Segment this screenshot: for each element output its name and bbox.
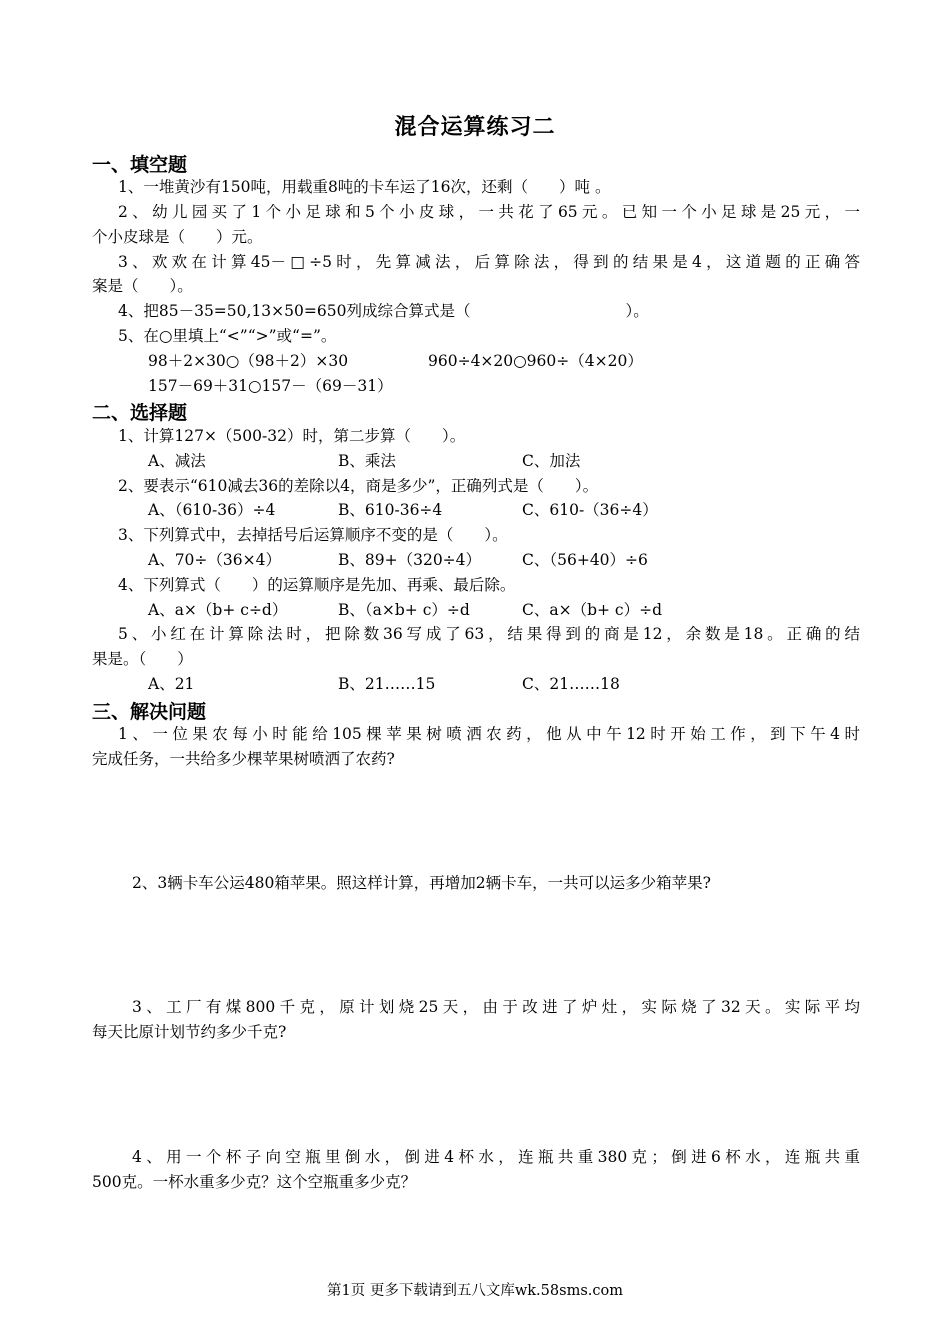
option-a: A、（610-36）÷4 — [148, 501, 276, 519]
solve-question-3-line2: 每天比原计划节约多少千克? — [92, 1023, 287, 1041]
option-a: A、21 — [148, 675, 195, 693]
option-c: C、610-（36÷4） — [522, 501, 658, 519]
fill-question-4: 4、把85－35=50,13×50=650列成综合算式是（ ）。 — [118, 302, 649, 320]
option-b: B、89+（320÷4） — [338, 551, 482, 569]
fill-question-3-line1: 3、欢欢在计算45－□÷5时，先算减法，后算除法，得到的结果是4，这道题的正确答 — [118, 253, 860, 271]
solve-question-2: 2、3辆卡车公运480箱苹果。照这样计算，再增加2辆卡车，一共可以运多少箱苹果? — [132, 874, 711, 892]
solve-question-1-line2: 完成任务，一共给多少棵苹果树喷洒了农药? — [92, 750, 395, 768]
option-a: A、减法 — [148, 452, 206, 470]
option-b: B、21……15 — [338, 675, 436, 693]
option-a: A、a×（b+ c÷d） — [148, 601, 288, 619]
option-c: C、21……18 — [522, 675, 620, 693]
solve-question-3-line1: 3、工厂有煤800千克，原计划烧25天，由于改进了炉灶，实际烧了32天。实际平均 — [132, 998, 860, 1016]
choice-question-5-line1: 5、小红在计算除法时，把除数36写成了63，结果得到的商是12，余数是18。正确的结 — [118, 625, 860, 643]
option-b: B、610-36÷4 — [338, 501, 443, 519]
fill-question-5-expression-1: 98＋2×30○（98＋2）×30 — [148, 352, 349, 370]
option-b: B、乘法 — [338, 452, 396, 470]
section-solve-heading: 三、解决问题 — [92, 701, 207, 723]
choice-question-5-line2: 果是。（ ） — [92, 650, 193, 668]
fill-question-1: 1、一堆黄沙有150吨，用载重8吨的卡车运了16次，还剩（ ）吨 。 — [118, 178, 611, 196]
fill-question-5-expression-3: 157－69＋31○157－（69－31） — [148, 377, 393, 395]
fill-question-2-line1: 2、幼儿园买了1个小足球和5个小皮球，一共花了65元。已知一个小足球是25元，一 — [118, 203, 860, 221]
solve-question-4-line2: 500克。一杯水重多少克？这个空瓶重多少克？ — [92, 1173, 417, 1191]
choice-question-5-options — [148, 673, 918, 695]
fill-question-5: 5、在○里填上“<”“>”或“=”。 — [118, 327, 337, 345]
choice-question-3-options — [148, 549, 918, 571]
fill-question-3-line2: 案是（ ）。 — [92, 277, 193, 295]
solve-question-1-line1: 1、一位果农每小时能给105棵苹果树喷洒农药，他从中午12时开始工作，到下午4时 — [118, 725, 860, 743]
page-footer: 第1页 更多下载请到五八文库wk.58sms.com — [327, 1283, 623, 1299]
choice-question-1: 1、计算127×（500-32）时，第二步算（ ）。 — [118, 427, 466, 445]
choice-question-2-options — [148, 499, 918, 521]
option-a: A、70÷（36×4） — [148, 551, 281, 569]
page-title: 混合运算练习二 — [394, 115, 556, 140]
choice-question-1-options — [148, 450, 918, 472]
option-b: B、（a×b+ c）÷d — [338, 601, 470, 619]
choice-question-2: 2、要表示“610减去36的差除以4，商是多少”，正确列式是（ ）。 — [118, 477, 599, 495]
choice-question-4-options — [148, 599, 918, 621]
fill-question-5-expression-2: 960÷4×20○960÷（4×20） — [428, 352, 643, 370]
option-c: C、加法 — [522, 452, 581, 470]
fill-question-2-line2: 个小皮球是（ ）元。 — [92, 228, 263, 246]
option-c: C、a×（b+ c）÷d — [522, 601, 663, 619]
option-c: C、（56+40）÷6 — [522, 551, 648, 569]
section-fill-heading: 一、填空题 — [92, 154, 188, 176]
section-choice-heading: 二、选择题 — [92, 402, 188, 424]
choice-question-4: 4、下列算式（ ）的运算顺序是先加、再乘、最后除。 — [118, 576, 516, 594]
choice-question-3: 3、下列算式中，去掉括号后运算顺序不变的是（ ）。 — [118, 526, 508, 544]
solve-question-4-line1: 4、用一个杯子向空瓶里倒水，倒进4杯水，连瓶共重380克；倒进6杯水，连瓶共重 — [132, 1148, 860, 1166]
